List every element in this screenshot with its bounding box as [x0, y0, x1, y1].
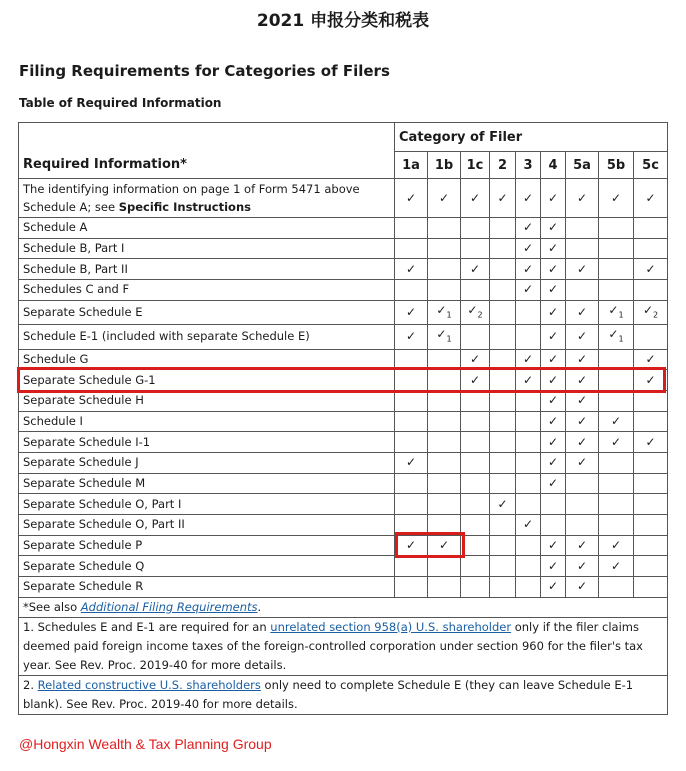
check-cell-5a: [566, 473, 599, 494]
check-mark-icon: ✓: [576, 372, 588, 387]
check-cell-5a: [566, 452, 599, 473]
check-mark-icon: ✓: [405, 261, 417, 276]
check-cell-5c: [634, 411, 668, 432]
check-cell-1c: [461, 300, 490, 324]
check-cell-1c: [461, 280, 490, 301]
table-row: [19, 390, 668, 411]
table-row: [19, 411, 668, 432]
table-row: [19, 259, 668, 280]
check-cell-3: [516, 179, 541, 218]
check-cell-1c: [461, 390, 490, 411]
check-cell-5a: [566, 218, 599, 239]
check-mark-icon: ✓: [438, 191, 450, 205]
check-mark-icon: ✓: [547, 558, 559, 573]
row-label: The identifying information on page 1 of Form 5471 above Schedule A; see Specific Instructions: [19, 179, 395, 218]
related-constructive-shareholders-link[interactable]: Related constructive U.S. shareholders: [37, 677, 261, 692]
check-cell-5b: [599, 494, 634, 515]
check-cell-5b: [599, 218, 634, 239]
check-cell-4: [541, 259, 566, 280]
check-mark-icon: ✓: [522, 241, 534, 256]
check-cell-3: [516, 218, 541, 239]
row-label: Separate Schedule Q: [19, 556, 395, 577]
check-mark-icon: ✓: [610, 558, 622, 573]
check-mark-icon: ✓: [522, 372, 534, 387]
check-mark-icon: $✓_2$: [467, 302, 483, 320]
check-mark-icon: ✓: [547, 434, 559, 449]
row-label: Schedules C and F: [19, 280, 395, 301]
check-cell-1c: [461, 238, 490, 259]
check-cell-1a: [395, 325, 428, 349]
check-cell-5c: [634, 218, 668, 239]
row-label: Separate Schedule E: [19, 300, 395, 324]
check-cell-3: [516, 325, 541, 349]
check-cell-1a: [395, 238, 428, 259]
check-cell-5b: [599, 179, 634, 218]
check-mark-icon: ✓: [547, 191, 559, 205]
check-mark-icon: ✓: [576, 261, 588, 276]
table-row: [19, 535, 668, 556]
table-row: [19, 452, 668, 473]
see-also-note: *See also Additional Filing Requirements.: [19, 597, 668, 617]
check-cell-1a: [395, 556, 428, 577]
check-mark-icon: ✓: [469, 261, 481, 276]
check-cell-1c: [461, 494, 490, 515]
check-cell-5a: [566, 556, 599, 577]
table-row: [19, 218, 668, 239]
check-cell-4: [541, 325, 566, 349]
row-label: Schedule E-1 (included with separate Schedule E): [19, 325, 395, 349]
check-cell-4: [541, 515, 566, 536]
column-header-5c: 5c: [634, 152, 668, 179]
check-cell-5a: [566, 280, 599, 301]
check-cell-4: [541, 411, 566, 432]
check-cell-5a: [566, 535, 599, 556]
check-cell-5b: [599, 515, 634, 536]
check-cell-1c: [461, 452, 490, 473]
row-label: Separate Schedule O, Part I: [19, 494, 395, 515]
check-cell-3: [516, 556, 541, 577]
column-header-3: 3: [516, 152, 541, 179]
check-cell-1b: [428, 390, 461, 411]
check-cell-5b: [599, 452, 634, 473]
table-row: [19, 325, 668, 349]
check-mark-icon: ✓: [645, 351, 656, 366]
check-cell-2: [490, 535, 516, 556]
check-cell-3: [516, 452, 541, 473]
check-cell-4: [541, 280, 566, 301]
row-label: Separate Schedule I-1: [19, 432, 395, 453]
check-cell-1b: [428, 218, 461, 239]
check-mark-icon: ✓: [497, 191, 508, 205]
row-label: Separate Schedule H: [19, 390, 395, 411]
check-cell-4: [541, 494, 566, 515]
check-mark-icon: ✓: [469, 351, 481, 366]
check-mark-icon: ✓: [610, 191, 622, 205]
check-mark-icon: $✓_1$: [436, 302, 452, 320]
check-cell-1b: [428, 473, 461, 494]
row-label: Separate Schedule P: [19, 535, 395, 556]
check-cell-1c: [461, 556, 490, 577]
check-cell-1c: [461, 432, 490, 453]
check-cell-1c: [461, 218, 490, 239]
check-cell-2: [490, 280, 516, 301]
check-cell-5c: [634, 179, 668, 218]
check-cell-2: [490, 179, 516, 218]
check-cell-5c: [634, 325, 668, 349]
check-cell-2: [490, 515, 516, 536]
check-mark-icon: ✓: [610, 434, 622, 449]
check-mark-icon: ✓: [576, 351, 588, 366]
row-label: Separate Schedule M: [19, 473, 395, 494]
check-cell-1b: [428, 325, 461, 349]
check-mark-icon: ✓: [547, 393, 559, 408]
check-cell-1b: [428, 238, 461, 259]
check-cell-1b: [428, 280, 461, 301]
check-mark-icon: $✓_1$: [436, 327, 452, 344]
check-mark-icon: ✓: [576, 329, 588, 344]
check-cell-1b: [428, 494, 461, 515]
check-cell-5a: [566, 238, 599, 259]
check-mark-icon: ✓: [405, 304, 417, 319]
check-cell-2: [490, 473, 516, 494]
check-cell-5b: [599, 300, 634, 324]
check-cell-2: [490, 432, 516, 453]
check-cell-2: [490, 238, 516, 259]
check-mark-icon: ✓: [576, 434, 588, 449]
check-mark-icon: ✓: [547, 282, 559, 297]
check-mark-icon: ✓: [576, 455, 588, 470]
column-header-4: 4: [541, 152, 566, 179]
table-row: [19, 432, 668, 453]
check-cell-1b: [428, 411, 461, 432]
check-cell-3: [516, 535, 541, 556]
column-header-5b: 5b: [599, 152, 634, 179]
check-mark-icon: ✓: [610, 538, 622, 553]
check-cell-3: [516, 280, 541, 301]
check-cell-5a: [566, 300, 599, 324]
check-mark-icon: $✓_2$: [642, 302, 659, 320]
check-cell-1a: [395, 280, 428, 301]
row-label: Separate Schedule J: [19, 452, 395, 473]
check-cell-5b: [599, 473, 634, 494]
check-cell-2: [490, 494, 516, 515]
check-cell-4: [541, 390, 566, 411]
check-mark-icon: ✓: [405, 329, 417, 344]
table-row: [19, 515, 668, 536]
check-cell-5c: [634, 577, 668, 598]
check-mark-icon: ✓: [522, 351, 534, 366]
row-label: Schedule I: [19, 411, 395, 432]
check-cell-3: [516, 432, 541, 453]
check-cell-5b: [599, 556, 634, 577]
check-cell-5c: [634, 238, 668, 259]
row-label: Schedule B, Part II: [19, 259, 395, 280]
check-mark-icon: ✓: [576, 579, 588, 594]
check-cell-3: [516, 259, 541, 280]
check-cell-4: [541, 535, 566, 556]
check-cell-1a: [395, 300, 428, 324]
check-cell-1a: [395, 179, 428, 218]
check-mark-icon: ✓: [547, 476, 559, 490]
check-cell-5b: [599, 432, 634, 453]
table-row: [19, 238, 668, 259]
column-header-1a: 1a: [395, 152, 428, 179]
check-cell-5a: [566, 325, 599, 349]
check-cell-5b: [599, 280, 634, 301]
check-cell-5c: [634, 432, 668, 453]
check-cell-1b: [428, 577, 461, 598]
check-cell-3: [516, 300, 541, 324]
column-header-2: 2: [490, 152, 516, 179]
row-label: Separate Schedule G-1: [19, 370, 395, 391]
check-cell-4: [541, 452, 566, 473]
check-cell-5a: [566, 179, 599, 218]
check-mark-icon: ✓: [522, 517, 534, 532]
check-cell-1c: [461, 577, 490, 598]
row-label: Separate Schedule R: [19, 577, 395, 598]
section-title: Filing Requirements for Categories of Filers: [19, 62, 390, 80]
check-cell-4: [541, 432, 566, 453]
check-mark-icon: ✓: [547, 413, 559, 428]
check-cell-5b: [599, 535, 634, 556]
check-mark-icon: $✓_1$: [608, 302, 624, 320]
check-cell-4: [541, 473, 566, 494]
check-cell-5b: [599, 259, 634, 280]
check-mark-icon: ✓: [405, 455, 417, 470]
check-mark-icon: ✓: [522, 220, 534, 235]
check-cell-5c: [634, 556, 668, 577]
check-cell-3: [516, 411, 541, 432]
check-cell-2: [490, 259, 516, 280]
check-cell-5a: [566, 390, 599, 411]
check-mark-icon: ✓: [547, 261, 559, 276]
check-cell-1a: [395, 259, 428, 280]
check-cell-1c: [461, 259, 490, 280]
check-mark-icon: $✓_1$: [608, 327, 624, 344]
highlight-box-schedule-g1: [17, 367, 666, 393]
check-cell-2: [490, 300, 516, 324]
check-cell-5a: [566, 259, 599, 280]
check-mark-icon: ✓: [547, 372, 559, 387]
check-cell-2: [490, 411, 516, 432]
check-mark-icon: ✓: [645, 261, 656, 276]
check-cell-1a: [395, 494, 428, 515]
check-mark-icon: ✓: [576, 191, 588, 205]
check-cell-3: [516, 515, 541, 536]
check-mark-icon: ✓: [576, 393, 588, 408]
check-cell-1a: [395, 473, 428, 494]
category-header: Category of Filer: [395, 123, 668, 152]
check-cell-3: [516, 473, 541, 494]
check-cell-1b: [428, 432, 461, 453]
check-cell-4: [541, 218, 566, 239]
check-mark-icon: ✓: [522, 261, 534, 276]
check-mark-icon: ✓: [469, 191, 481, 205]
check-mark-icon: ✓: [547, 579, 559, 594]
check-cell-5b: [599, 325, 634, 349]
check-mark-icon: ✓: [497, 496, 508, 511]
check-cell-1b: [428, 179, 461, 218]
row-label: Schedule A: [19, 218, 395, 239]
row-label: Schedule B, Part I: [19, 238, 395, 259]
check-cell-5c: [634, 300, 668, 324]
highlight-box-schedule-p: [395, 532, 465, 558]
check-cell-3: [516, 390, 541, 411]
check-mark-icon: ✓: [645, 191, 656, 205]
check-mark-icon: ✓: [522, 191, 534, 205]
check-cell-1a: [395, 411, 428, 432]
check-cell-5b: [599, 411, 634, 432]
check-cell-4: [541, 300, 566, 324]
check-cell-1a: [395, 390, 428, 411]
check-mark-icon: ✓: [405, 191, 417, 205]
check-cell-1b: [428, 259, 461, 280]
check-mark-icon: ✓: [547, 329, 559, 344]
required-info-header: Required Information*: [19, 123, 395, 179]
check-mark-icon: ✓: [547, 538, 559, 553]
check-mark-icon: ✓: [522, 282, 534, 297]
check-cell-1b: [428, 452, 461, 473]
check-mark-icon: ✓: [610, 413, 622, 428]
check-mark-icon: ✓: [547, 351, 559, 366]
check-cell-3: [516, 494, 541, 515]
check-mark-icon: ✓: [405, 538, 417, 553]
check-mark-icon: ✓: [547, 304, 559, 319]
check-mark-icon: ✓: [469, 372, 481, 387]
required-information-table: [18, 122, 668, 715]
row-label: Schedule G: [19, 349, 395, 370]
row-label: Separate Schedule O, Part II: [19, 515, 395, 536]
column-header-1c: 1c: [461, 152, 490, 179]
check-cell-5a: [566, 515, 599, 536]
check-cell-4: [541, 556, 566, 577]
check-cell-2: [490, 390, 516, 411]
check-cell-1c: [461, 411, 490, 432]
check-cell-3: [516, 577, 541, 598]
additional-filing-requirements-link[interactable]: Additional Filing Requirements: [80, 599, 258, 614]
check-mark-icon: ✓: [547, 220, 559, 235]
check-cell-5c: [634, 473, 668, 494]
check-mark-icon: ✓: [645, 434, 656, 449]
check-cell-5c: [634, 535, 668, 556]
table-row: [19, 179, 668, 218]
footnote-2: 2. Related constructive U.S. shareholders only need to complete Schedule E (they can leave Schedule E-1 blank). See Rev. Proc. 2019-40 for more details.: [19, 675, 668, 714]
table-caption: Table of Required Information: [19, 96, 222, 110]
check-cell-2: [490, 452, 516, 473]
check-cell-5b: [599, 390, 634, 411]
check-cell-5c: [634, 390, 668, 411]
footnote-1: 1. Schedules E and E-1 are required for an unrelated section 958(a) U.S. shareholder only if the filer claims deemed paid foreign income taxes of the foreign-controlled corporation under section 960 for the filer's tax year. See Rev. Proc. 2019-40 for more details.: [19, 617, 668, 675]
check-cell-1a: [395, 577, 428, 598]
table-row: [19, 300, 668, 324]
column-header-5a: 5a: [566, 152, 599, 179]
check-cell-5c: [634, 515, 668, 536]
check-cell-5a: [566, 577, 599, 598]
table-row: [19, 556, 668, 577]
check-cell-2: [490, 556, 516, 577]
column-header-1b: 1b: [428, 152, 461, 179]
check-mark-icon: ✓: [576, 538, 588, 553]
watermark-text: @Hongxin Wealth & Tax Planning Group: [19, 736, 272, 752]
table-row: [19, 577, 668, 598]
check-cell-5c: [634, 494, 668, 515]
check-mark-icon: ✓: [645, 372, 656, 387]
check-cell-1c: [461, 473, 490, 494]
check-mark-icon: ✓: [438, 538, 450, 553]
check-cell-4: [541, 179, 566, 218]
check-cell-2: [490, 577, 516, 598]
check-cell-3: [516, 238, 541, 259]
check-cell-5a: [566, 432, 599, 453]
check-mark-icon: ✓: [576, 558, 588, 573]
check-cell-1a: [395, 218, 428, 239]
table-row: [19, 473, 668, 494]
check-cell-1c: [461, 179, 490, 218]
table-row: [19, 494, 668, 515]
check-cell-5c: [634, 259, 668, 280]
check-mark-icon: ✓: [547, 455, 559, 470]
check-cell-5b: [599, 238, 634, 259]
check-cell-5a: [566, 411, 599, 432]
check-mark-icon: ✓: [576, 304, 588, 319]
check-cell-5b: [599, 577, 634, 598]
check-cell-5c: [634, 452, 668, 473]
check-cell-1c: [461, 325, 490, 349]
check-cell-1b: [428, 556, 461, 577]
unrelated-shareholder-link[interactable]: unrelated section 958(a) U.S. shareholder: [270, 619, 512, 634]
check-cell-2: [490, 325, 516, 349]
table-row: [19, 280, 668, 301]
check-cell-2: [490, 218, 516, 239]
check-mark-icon: ✓: [576, 413, 588, 428]
check-cell-1b: [428, 300, 461, 324]
check-cell-4: [541, 577, 566, 598]
check-cell-5a: [566, 494, 599, 515]
check-cell-4: [541, 238, 566, 259]
check-cell-1a: [395, 452, 428, 473]
check-mark-icon: ✓: [547, 241, 559, 256]
check-cell-5c: [634, 280, 668, 301]
check-cell-1a: [395, 432, 428, 453]
page-title: 2021 申报分类和税表: [256, 11, 430, 31]
